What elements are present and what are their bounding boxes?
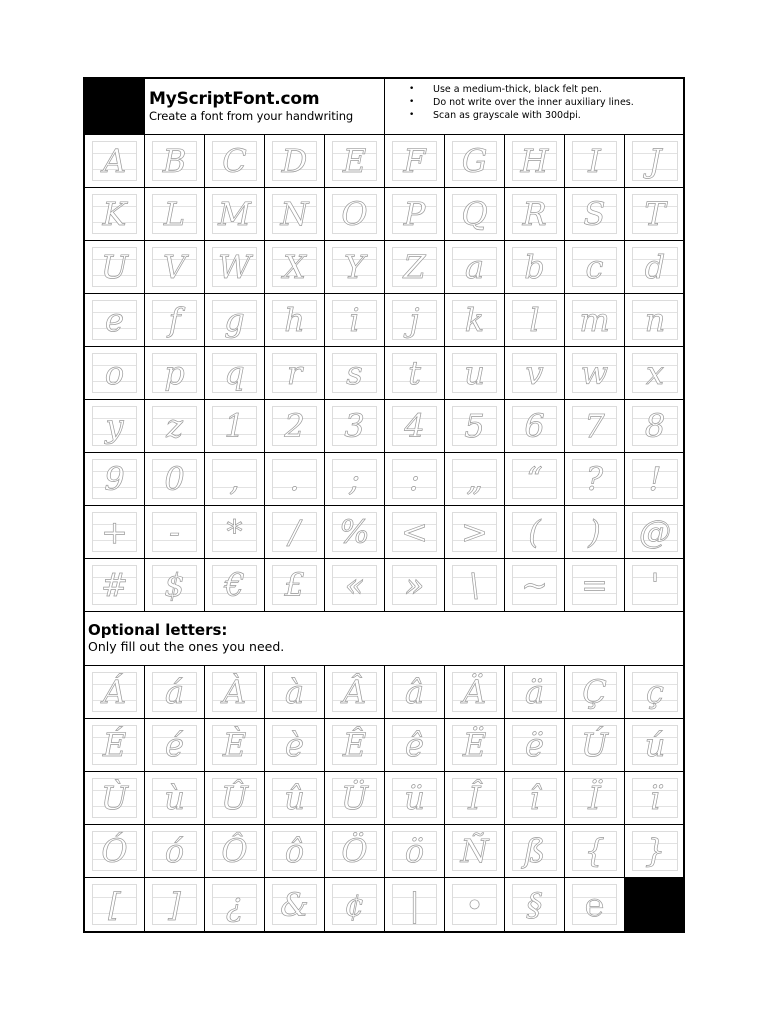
glyph-outline: H (520, 142, 549, 180)
glyph-outline: < (401, 513, 428, 551)
glyph-cell[interactable] (325, 666, 385, 719)
glyph-outline: y (105, 407, 124, 445)
glyph-outline: T (644, 195, 666, 233)
glyph-cell[interactable] (265, 241, 325, 294)
glyph-outline: n (644, 301, 666, 339)
glyph-cell[interactable] (505, 453, 565, 506)
glyph-cell[interactable] (205, 294, 265, 347)
glyph-cell[interactable] (145, 135, 205, 188)
glyph-cell[interactable] (625, 666, 685, 719)
glyph-outline: î (529, 779, 540, 817)
glyph-cell[interactable] (565, 719, 625, 772)
glyph-outline: e (105, 301, 124, 339)
glyph-cell[interactable] (625, 719, 685, 772)
glyph-outline: | (409, 885, 420, 924)
glyph-cell[interactable] (565, 453, 625, 506)
tagline: Create a font from your handwriting (149, 109, 354, 123)
glyph-cell[interactable] (385, 453, 445, 506)
glyph-outline: Ë (462, 726, 487, 764)
glyph-cell[interactable] (505, 188, 565, 241)
glyph-outline: O (341, 195, 368, 233)
glyph-outline: k (464, 301, 485, 339)
glyph-cell[interactable] (505, 400, 565, 453)
glyph-outline: r (286, 354, 303, 392)
glyph-cell[interactable] (385, 772, 445, 825)
glyph-outline: > (461, 513, 488, 551)
glyph-outline: C (222, 142, 247, 180)
optional-title: Optional letters: (88, 621, 228, 639)
glyph-outline: Ö (341, 832, 368, 870)
glyph-outline: û (284, 779, 305, 817)
glyph-cell[interactable] (385, 400, 445, 453)
glyph-outline: 4 (404, 407, 425, 445)
glyph-cell[interactable] (205, 772, 265, 825)
glyph-cell[interactable] (505, 294, 565, 347)
glyph-outline: À (222, 673, 247, 711)
font-template-sheet (83, 77, 685, 933)
glyph-cell[interactable] (445, 400, 505, 453)
glyph-cell[interactable] (265, 453, 325, 506)
glyph-cell[interactable] (385, 878, 445, 931)
glyph-cell[interactable] (625, 772, 685, 825)
glyph-outline: à (284, 673, 305, 711)
glyph-outline: ô (284, 832, 305, 870)
glyph-cell[interactable] (505, 719, 565, 772)
instruction-item: • Do not write over the inner auxiliary lines. (409, 96, 683, 109)
glyph-cell[interactable] (385, 506, 445, 559)
glyph-outline: Û (221, 779, 248, 817)
glyph-outline: [ (108, 885, 121, 924)
glyph-outline: ú (644, 726, 666, 764)
glyph-cell[interactable] (385, 347, 445, 400)
glyph-outline: s (346, 354, 363, 392)
glyph-cell[interactable] (565, 559, 625, 612)
instruction-item: • Scan as grayscale with 300dpi. (409, 109, 683, 122)
glyph-cell[interactable] (625, 241, 685, 294)
glyph-cell[interactable] (145, 453, 205, 506)
glyph-cell[interactable] (325, 294, 385, 347)
glyph-outline: 8 (644, 407, 666, 445)
glyph-outline: B (162, 142, 187, 180)
glyph-outline: Ô (221, 832, 248, 870)
glyph-outline: X (283, 248, 306, 286)
glyph-outline: / (289, 513, 300, 551)
glyph-cell[interactable] (445, 506, 505, 559)
glyph-outline: £ (284, 566, 305, 604)
glyph-cell[interactable] (145, 400, 205, 453)
glyph-outline: « (344, 566, 365, 604)
glyph-outline: J (648, 142, 662, 180)
glyph-cell[interactable] (205, 135, 265, 188)
glyph-outline: Ä (462, 673, 487, 711)
glyph-cell[interactable] (565, 400, 625, 453)
glyph-cell[interactable] (145, 719, 205, 772)
glyph-outline: A (102, 142, 127, 180)
glyph-outline: E (342, 142, 367, 180)
glyph-outline: : (409, 460, 420, 498)
glyph-cell[interactable] (445, 453, 505, 506)
glyph-cell[interactable] (85, 400, 145, 453)
glyph-cell[interactable] (625, 347, 685, 400)
glyph-outline: ~ (521, 566, 548, 604)
glyph-cell[interactable] (145, 666, 205, 719)
glyph-cell[interactable] (565, 241, 625, 294)
glyph-outline: ü (404, 779, 425, 817)
instruction-item: • Use a medium-thick, black felt pen. (409, 83, 683, 96)
glyph-outline: x (645, 354, 665, 392)
optional-glyph-grid (85, 666, 683, 931)
glyph-cell[interactable] (565, 347, 625, 400)
glyph-outline: w (580, 354, 609, 392)
glyph-cell[interactable] (205, 559, 265, 612)
glyph-cell[interactable] (325, 506, 385, 559)
glyph-cell[interactable] (625, 825, 685, 878)
glyph-cell[interactable] (145, 188, 205, 241)
glyph-outline: „ (466, 460, 483, 498)
glyph-cell[interactable] (565, 878, 625, 931)
glyph-cell[interactable] (565, 135, 625, 188)
glyph-outline: Q (461, 195, 488, 233)
glyph-cell[interactable] (565, 506, 625, 559)
glyph-cell[interactable] (325, 719, 385, 772)
glyph-outline: Á (102, 673, 127, 711)
glyph-outline: P (403, 195, 426, 233)
glyph-outline: i (349, 301, 360, 339)
glyph-outline: á (164, 673, 185, 711)
glyph-outline: • (465, 885, 484, 924)
glyph-cell[interactable] (265, 825, 325, 878)
glyph-outline: ß (523, 832, 546, 870)
glyph-outline: Î (468, 779, 481, 817)
glyph-cell[interactable] (85, 666, 145, 719)
glyph-cell[interactable] (385, 135, 445, 188)
glyph-cell[interactable] (85, 825, 145, 878)
glyph-cell[interactable] (325, 400, 385, 453)
glyph-cell[interactable] (265, 719, 325, 772)
glyph-outline: é (165, 726, 184, 764)
glyph-outline: U (101, 248, 128, 286)
glyph-outline: h (284, 301, 305, 339)
glyph-outline: q (224, 354, 245, 392)
glyph-outline: € (224, 566, 245, 604)
glyph-cell[interactable] (445, 294, 505, 347)
glyph-outline: d (644, 248, 666, 286)
glyph-cell[interactable] (625, 135, 685, 188)
glyph-cell[interactable] (145, 772, 205, 825)
glyph-cell[interactable] (145, 347, 205, 400)
glyph-outline: l (529, 301, 540, 339)
glyph-outline: è (285, 726, 304, 764)
glyph-outline: - (169, 513, 180, 551)
glyph-cell[interactable] (85, 878, 145, 931)
glyph-cell[interactable] (265, 506, 325, 559)
glyph-outline: ç (646, 673, 664, 711)
glyph-outline: â (404, 673, 425, 711)
glyph-cell[interactable] (505, 666, 565, 719)
glyph-cell[interactable] (205, 506, 265, 559)
glyph-cell[interactable] (85, 241, 145, 294)
glyph-cell[interactable] (505, 347, 565, 400)
glyph-outline: \ (469, 566, 480, 604)
glyph-outline: » (404, 566, 425, 604)
glyph-outline: v (525, 354, 544, 392)
glyph-cell[interactable] (265, 878, 325, 931)
glyph-outline: Ç (582, 673, 607, 711)
glyph-cell[interactable] (445, 878, 505, 931)
glyph-cell[interactable] (565, 666, 625, 719)
glyph-outline: o (104, 354, 125, 392)
brand-block (145, 79, 385, 134)
glyph-outline: 0 (164, 460, 185, 498)
glyph-cell[interactable] (85, 453, 145, 506)
glyph-outline: Ê (342, 726, 367, 764)
glyph-outline: g (224, 301, 245, 339)
glyph-cell[interactable] (505, 559, 565, 612)
glyph-outline: ó (164, 832, 185, 870)
glyph-cell[interactable] (265, 666, 325, 719)
glyph-cell[interactable] (505, 506, 565, 559)
glyph-outline: z (166, 407, 183, 445)
glyph-outline: 6 (524, 407, 545, 445)
glyph-cell[interactable] (85, 135, 145, 188)
glyph-outline: p (164, 354, 185, 392)
glyph-outline: $ (164, 566, 185, 604)
glyph-cell[interactable] (265, 772, 325, 825)
glyph-cell[interactable] (445, 825, 505, 878)
glyph-cell[interactable] (325, 241, 385, 294)
glyph-outline: Ù (101, 779, 128, 817)
glyph-cell[interactable] (145, 825, 205, 878)
glyph-cell[interactable] (445, 188, 505, 241)
glyph-cell[interactable] (205, 878, 265, 931)
glyph-outline: f (168, 301, 181, 339)
glyph-cell[interactable] (565, 294, 625, 347)
glyph-outline: ¿ (225, 885, 244, 924)
glyph-cell[interactable] (385, 719, 445, 772)
optional-section-header (85, 612, 683, 666)
glyph-outline: ë (525, 726, 544, 764)
glyph-outline: F (403, 142, 426, 180)
glyph-outline: S (583, 195, 606, 233)
glyph-cell[interactable] (445, 719, 505, 772)
corner-marker (85, 79, 145, 134)
glyph-cell[interactable] (85, 188, 145, 241)
glyph-cell[interactable] (85, 772, 145, 825)
glyph-cell[interactable] (325, 135, 385, 188)
sheet-header (85, 79, 683, 135)
glyph-cell[interactable] (385, 666, 445, 719)
glyph-outline: Â (342, 673, 367, 711)
glyph-cell[interactable] (385, 241, 445, 294)
glyph-cell[interactable] (325, 188, 385, 241)
glyph-cell[interactable] (445, 666, 505, 719)
glyph-cell[interactable] (505, 878, 565, 931)
glyph-cell[interactable] (385, 825, 445, 878)
glyph-outline: { (584, 832, 605, 870)
glyph-outline: + (101, 513, 128, 551)
glyph-cell[interactable] (145, 294, 205, 347)
glyph-outline: ö (404, 832, 425, 870)
glyph-outline: ? (585, 460, 604, 498)
glyph-outline: ¢ (344, 885, 365, 924)
glyph-outline: 7 (584, 407, 605, 445)
glyph-outline: m (579, 301, 610, 339)
glyph-cell[interactable] (85, 719, 145, 772)
filler-cell (625, 878, 685, 931)
glyph-outline: # (101, 566, 128, 604)
glyph-cell[interactable] (265, 347, 325, 400)
main-glyph-grid (85, 135, 683, 612)
glyph-outline: @ (639, 513, 671, 551)
glyph-outline: t (408, 354, 421, 392)
glyph-cell[interactable] (505, 825, 565, 878)
glyph-outline: V (162, 248, 187, 286)
glyph-cell[interactable] (625, 559, 685, 612)
glyph-outline: D (281, 142, 308, 180)
glyph-outline: * (226, 513, 243, 551)
glyph-cell[interactable] (145, 559, 205, 612)
glyph-outline: M (218, 195, 251, 233)
glyph-outline: ä (524, 673, 545, 711)
glyph-cell[interactable] (205, 719, 265, 772)
glyph-outline: ( (528, 513, 541, 551)
glyph-cell[interactable] (325, 825, 385, 878)
glyph-cell[interactable] (205, 241, 265, 294)
glyph-cell[interactable] (565, 825, 625, 878)
glyph-outline: ] (168, 885, 181, 924)
glyph-outline: j (409, 301, 420, 339)
glyph-cell[interactable] (565, 772, 625, 825)
glyph-cell[interactable] (505, 772, 565, 825)
glyph-cell[interactable] (565, 188, 625, 241)
glyph-cell[interactable] (445, 559, 505, 612)
glyph-cell[interactable] (385, 188, 445, 241)
glyph-cell[interactable] (445, 347, 505, 400)
glyph-cell[interactable] (505, 241, 565, 294)
glyph-outline: c (585, 248, 604, 286)
glyph-outline: 1 (224, 407, 245, 445)
glyph-cell[interactable] (145, 878, 205, 931)
glyph-outline: & (280, 885, 309, 924)
glyph-outline: , (229, 460, 240, 498)
glyph-outline: ℮ (584, 885, 605, 924)
glyph-outline: 9 (104, 460, 125, 498)
glyph-cell[interactable] (625, 400, 685, 453)
glyph-outline: É (102, 726, 127, 764)
glyph-outline: Ú (581, 726, 608, 764)
glyph-outline: b (524, 248, 545, 286)
glyph-outline: Z (403, 248, 426, 286)
glyph-outline: È (222, 726, 247, 764)
glyph-outline: R (522, 195, 547, 233)
glyph-outline: ù (164, 779, 185, 817)
glyph-cell[interactable] (265, 294, 325, 347)
glyph-outline: I (588, 142, 601, 180)
glyph-outline: N (280, 195, 309, 233)
glyph-cell[interactable] (325, 559, 385, 612)
glyph-outline: L (163, 195, 186, 233)
glyph-outline: a (464, 248, 485, 286)
glyph-cell[interactable] (145, 506, 205, 559)
glyph-cell[interactable] (265, 400, 325, 453)
glyph-outline: ï (649, 779, 661, 817)
glyph-cell[interactable] (205, 188, 265, 241)
glyph-cell[interactable] (265, 559, 325, 612)
glyph-outline: % (339, 513, 370, 551)
glyph-outline: ! (648, 460, 662, 498)
glyph-outline: 2 (284, 407, 305, 445)
glyph-cell[interactable] (85, 294, 145, 347)
glyph-cell[interactable] (85, 506, 145, 559)
glyph-cell[interactable] (205, 400, 265, 453)
glyph-cell[interactable] (325, 347, 385, 400)
glyph-cell[interactable] (265, 188, 325, 241)
glyph-cell[interactable] (625, 294, 685, 347)
glyph-cell[interactable] (385, 294, 445, 347)
glyph-outline: Ó (101, 832, 128, 870)
glyph-outline: } (644, 832, 666, 870)
glyph-cell[interactable] (625, 506, 685, 559)
glyph-outline: 3 (344, 407, 365, 445)
glyph-cell[interactable] (445, 772, 505, 825)
glyph-cell[interactable] (205, 666, 265, 719)
glyph-cell[interactable] (85, 559, 145, 612)
glyph-cell[interactable] (145, 241, 205, 294)
glyph-cell[interactable] (205, 825, 265, 878)
glyph-outline: u (464, 354, 485, 392)
glyph-outline: ; (349, 460, 360, 498)
site-name: MyScriptFont.com (149, 89, 320, 109)
glyph-cell[interactable] (205, 453, 265, 506)
glyph-outline: W (218, 248, 251, 286)
glyph-cell[interactable] (325, 878, 385, 931)
glyph-outline: ' (650, 566, 660, 604)
glyph-outline: Ï (588, 779, 601, 817)
glyph-cell[interactable] (445, 135, 505, 188)
glyph-outline: . (289, 460, 300, 498)
glyph-cell[interactable] (505, 135, 565, 188)
glyph-cell[interactable] (325, 772, 385, 825)
glyph-outline: ) (588, 513, 601, 551)
glyph-outline: § (526, 885, 543, 924)
optional-subtitle: Only fill out the ones you need. (88, 639, 285, 654)
glyph-outline: Ñ (460, 832, 489, 870)
glyph-cell[interactable] (325, 453, 385, 506)
glyph-outline: Ü (341, 779, 368, 817)
glyph-cell[interactable] (85, 347, 145, 400)
glyph-outline: “ (526, 460, 543, 498)
glyph-outline: ê (405, 726, 424, 764)
glyph-outline: 5 (464, 407, 485, 445)
glyph-cell[interactable] (625, 188, 685, 241)
glyph-cell[interactable] (445, 241, 505, 294)
glyph-outline: G (461, 142, 488, 180)
instructions (385, 79, 683, 134)
glyph-cell[interactable] (265, 135, 325, 188)
glyph-cell[interactable] (385, 559, 445, 612)
glyph-outline: = (581, 566, 608, 604)
glyph-cell[interactable] (205, 347, 265, 400)
glyph-cell[interactable] (625, 453, 685, 506)
glyph-outline: K (102, 195, 127, 233)
glyph-outline: Y (343, 248, 366, 286)
